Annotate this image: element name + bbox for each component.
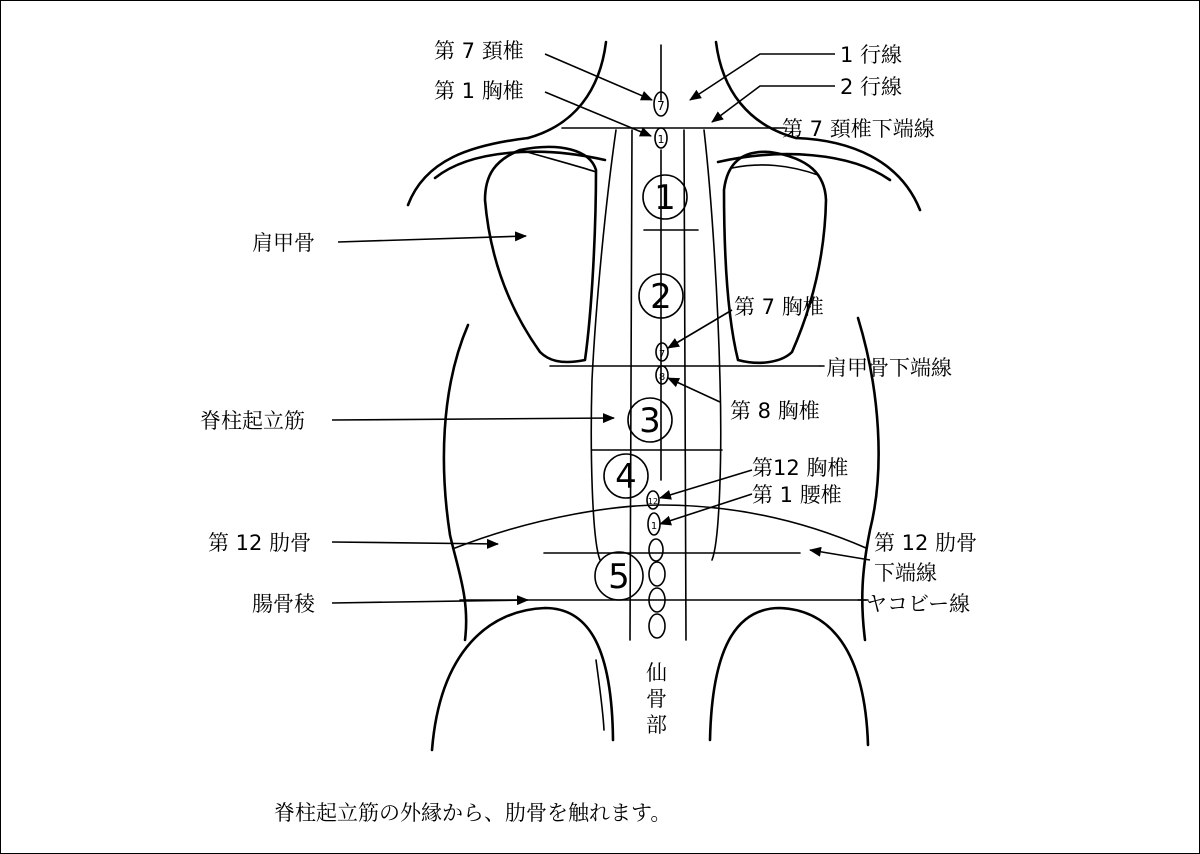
vertebra-l1 [648,513,660,535]
label-scapula-lower-line: 肩甲骨下端線 [826,356,952,380]
svg-text:4: 4 [615,457,637,497]
svg-text:1: 1 [654,178,676,218]
arrow-l1 [660,494,752,524]
trapezius-right [718,154,890,180]
vertebra-l3 [649,562,665,586]
trapezius-left [435,152,605,178]
arrow-rib12-lower-line [810,550,870,560]
zone-2 [639,274,683,318]
label-jacoby-line: ヤコビー線 [866,592,971,616]
buttock-left [432,608,613,750]
body-outline [408,42,920,750]
label-c7-lower-line: 第 7 頚椎下端線 [782,117,935,141]
arrow-t7 [668,310,732,348]
scapula-right [724,152,826,363]
arrow-erector [332,418,614,420]
zone-1 [643,175,687,219]
vertebra-t8 [656,366,668,384]
zone-4 [604,454,648,498]
label-rib12-lower-line-1: 第 12 肋骨 [874,531,978,555]
label-t8: 第 8 胸椎 [730,399,820,423]
label-t7: 第 7 胸椎 [734,295,824,319]
scapula-left [485,147,596,362]
svg-text:2: 2 [650,277,672,317]
buttock-right [710,608,868,745]
label-rib12-left: 第 12 肋骨 [208,531,312,555]
arrow-scapula [338,236,526,242]
svg-text:3: 3 [639,401,661,441]
label-line1: 1 行線 [840,43,903,67]
zone-5 [595,552,643,600]
torso-left [444,325,468,640]
neck-left [528,42,606,138]
arrow-rib12-left [332,542,498,544]
label-sacrum-1: 仙 [646,661,667,685]
scapula-right-spine [732,165,818,175]
label-l1: 第 1 腰椎 [752,483,842,507]
label-erector-spinae: 脊柱起立筋 [200,409,305,433]
label-sacrum-3: 部 [646,713,667,737]
label-iliac-crest: 腸骨稜 [252,592,315,616]
label-c7: 第 7 頚椎 [434,39,524,63]
label-rib12-lower-line-2: 下端線 [874,561,937,585]
svg-text:8: 8 [658,372,666,383]
label-t1: 第 1 胸椎 [434,79,524,103]
erector-right-outer [704,130,721,560]
label-sacrum-2: 骨 [646,687,667,711]
vertebra-l5 [649,614,665,638]
svg-text:5: 5 [608,557,630,597]
svg-text:7: 7 [657,99,665,113]
labels [200,39,977,737]
svg-text:12: 12 [647,497,659,506]
svg-text:1: 1 [650,521,658,532]
label-scapula: 肩甲骨 [252,231,315,255]
gluteal-cleft [596,660,604,730]
svg-text:1: 1 [657,133,665,146]
arrow-line1 [690,54,835,100]
caption: 脊柱起立筋の外縁から、肋骨を触れます。 [274,801,672,825]
vertebrae [647,92,668,638]
label-line2: 2 行線 [840,75,903,99]
line1-left [630,130,632,640]
arrow-c7 [545,54,652,100]
arrow-iliac-crest [332,600,528,603]
vertebra-l2 [649,539,663,561]
shoulder-left [408,138,528,205]
label-t12: 第12 胸椎 [752,456,849,480]
vertebra-t12 [647,491,659,509]
arrow-t8 [668,378,720,402]
zone-3 [628,398,672,442]
vertebra-t1 [655,128,667,148]
arrow-t12 [660,470,752,498]
vertebra-t7 [656,343,668,361]
svg-text:7: 7 [658,349,666,360]
arrow-t1 [545,92,651,136]
